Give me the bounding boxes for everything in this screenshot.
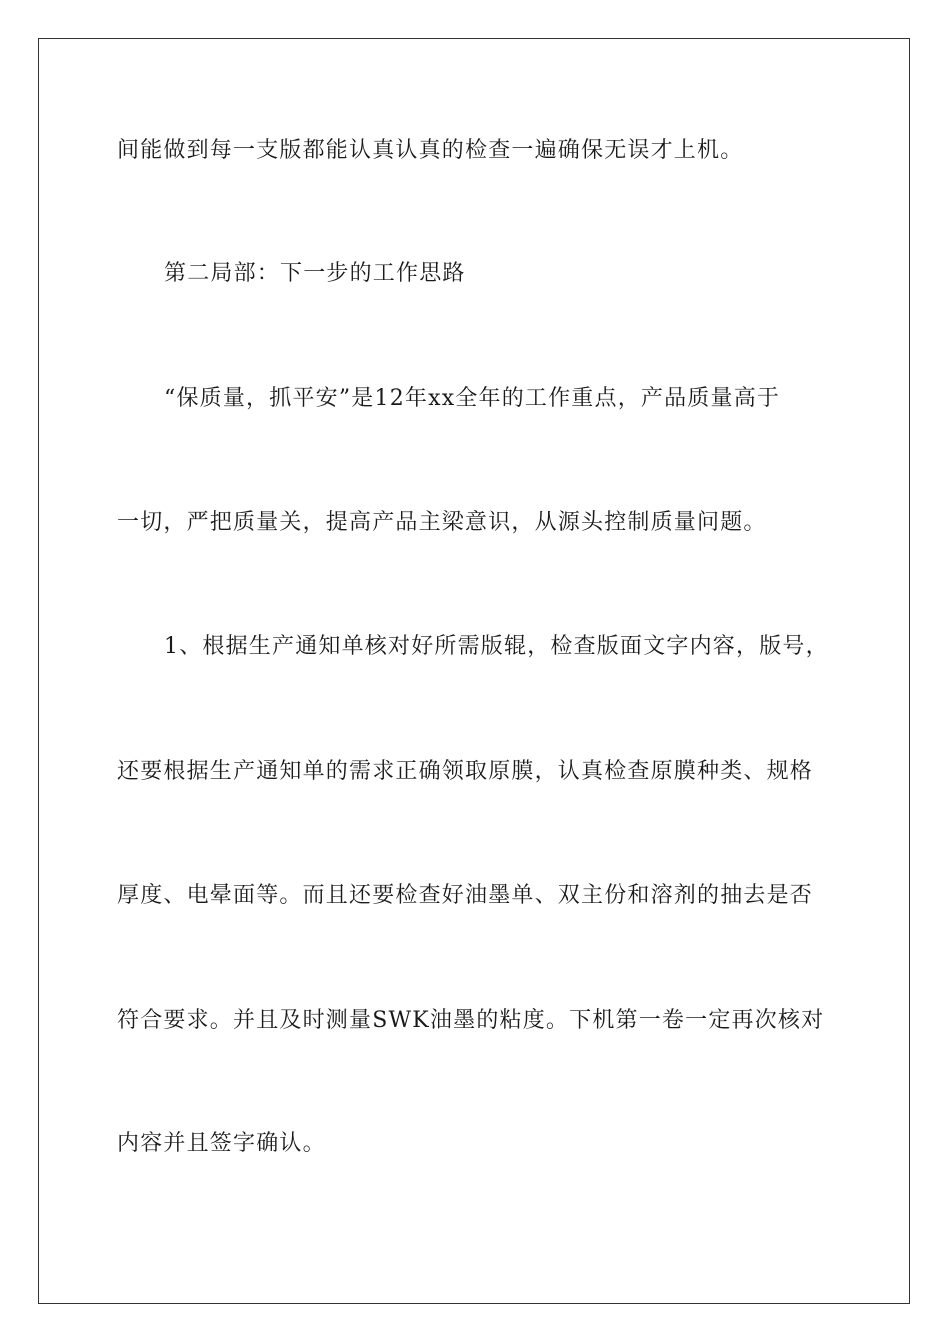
paragraph-line: 内容并且签字确认。	[117, 1131, 326, 1156]
paragraph-line: 一切，严把质量关，提高产品主梁意识，从源头控制质量问题。	[117, 510, 767, 535]
paragraph-line: “保质量，抓平安”是12年xx全年的工作重点，产品质量高于	[164, 386, 781, 411]
paragraph-line: 厚度、电晕面等。而且还要检查好油墨单、双主份和溶剂的抽去是否	[117, 883, 814, 908]
paragraph-line: 1、根据生产通知单核对好所需版辊，检查版面文字内容，版号，	[164, 634, 829, 659]
paragraph-line: 符合要求。并且及时测量SWK油墨的粘度。下机第一卷一定再次核对	[117, 1008, 825, 1033]
section-heading: 第二局部：下一步的工作思路	[164, 261, 466, 286]
paragraph-line: 还要根据生产通知单的需求正确领取原膜，认真检查原膜种类、规格	[117, 759, 814, 784]
paragraph-line: 间能做到每一支版都能认真认真的检查一遍确保无误才上机。	[117, 138, 744, 163]
page-border	[38, 38, 910, 1304]
